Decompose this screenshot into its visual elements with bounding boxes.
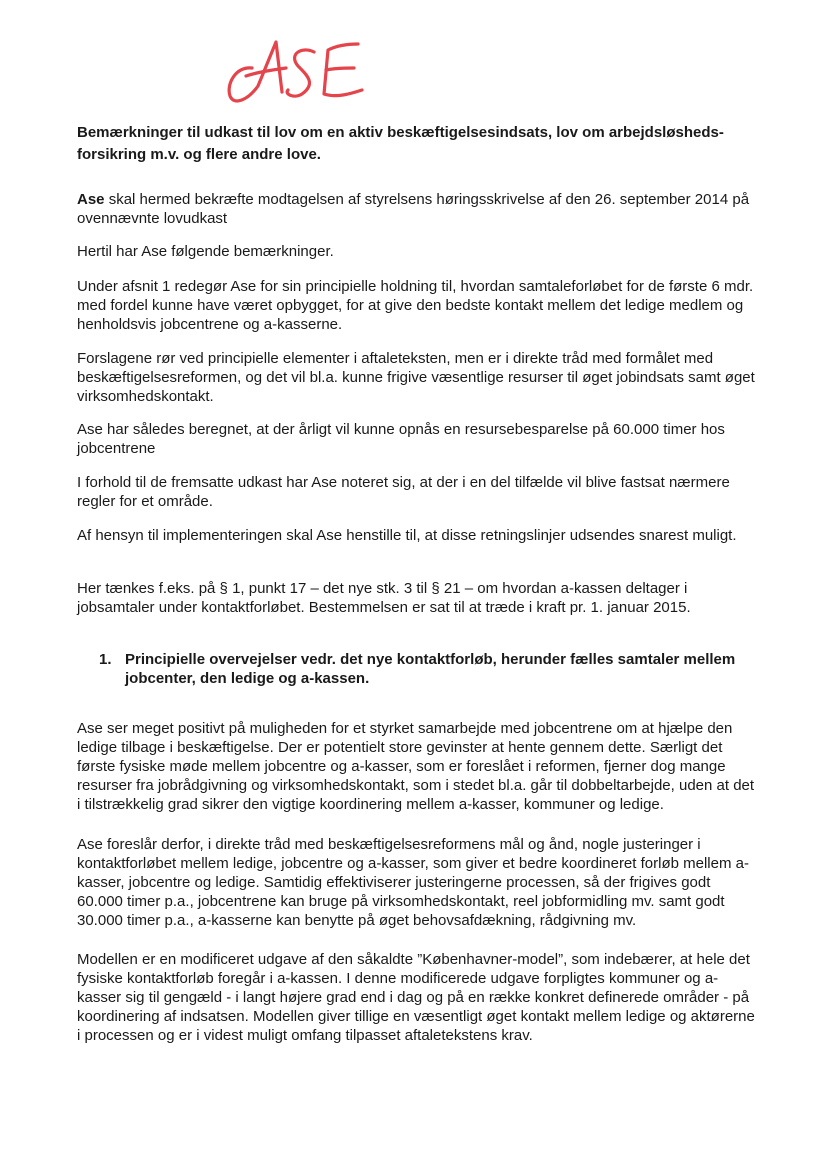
paragraph-4: Ase har således beregnet, at der årligt vil kunne opnås en resursebesparelse på 60.000 timer hos jobcentrene (77, 421, 725, 457)
section-paragraph-2: Ase foreslår derfor, i direkte tråd med beskæftigelsesreformens mål og ånd, nogle justeringer i kontaktforløbet mellem ledige, jobcentre og a-kasser, som giver et bedre koordineret forløb mellem a-kasser, jobcentre og ledige. Samtidig effektiviserer justeringerne processen, så der frigives godt 60.000 timer p.a., jobcentrene kan bruge på virksomhedskontakt, reel jobformidling mv. samt godt 30.000 timer p.a., a-kasserne kan benytte på øget behovsafdækning, rådgivning mv. (77, 836, 749, 929)
paragraph-1: Hertil har Ase følgende bemærkninger. (77, 243, 334, 260)
document-title: Bemærkninger til udkast til lov om en aktiv beskæftigelsesindsats, lov om arbejdsløsheds-forsikring m.v. og flere andre love. (77, 124, 724, 163)
intro-company-name: Ase (77, 191, 105, 208)
section-1-heading (99, 650, 739, 688)
section-1-title: Principielle overvejelser vedr. det nye kontaktforløb, herunder fælles samtaler mellem jobcenter, den ledige og a-kassen. (125, 651, 736, 687)
intro-paragraph (77, 190, 757, 228)
paragraph-7: Her tænkes f.eks. på § 1, punkt 17 – det nye stk. 3 til § 21 – om hvordan a-kassen deltager i jobsamtaler under kontaktforløbet. Bestemmelsen er sat til at træde i kraft pr. 1. januar 2015. (77, 580, 691, 616)
intro-text: skal hermed bekræfte modtagelsen af styrelsens høringsskrivelse af den 26. september 2014 på ovennævnte lovudkast (77, 191, 750, 227)
paragraph-3: Forslagene rør ved principielle elementer i aftaleteksten, men er i direkte tråd med formålet med beskæftigelsesreformen, og det vil bl.a. kunne frigive væsentlige resurser til øget jobindsats samt øget virksomhedskontakt. (77, 350, 755, 405)
section-paragraph-3: Modellen er en modificeret udgave af den såkaldte ”Københavner-model”, som indebærer, at hele det fysiske kontaktforløb foregår i a-kassen. I denne modificerede udgave forpligtes kommuner og a-kasser sig til gengæld - i langt højere grad end i dag og på en række konkret definerede områder - på koordinering af indsatsen. Modellen giver tillige en væsentligt øget kontakt mellem ledige og aktørerne i processen og er i videst muligt omfang tilpasset aftaletekstens krav. (77, 951, 755, 1044)
section-1-number: 1. (99, 651, 112, 668)
paragraph-6: Af hensyn til implementeringen skal Ase henstille til, at disse retningslinjer udsendes snarest muligt. (77, 527, 737, 544)
ase-logo (218, 28, 378, 110)
paragraph-5: I forhold til de fremsatte udkast har Ase noteret sig, at der i en del tilfælde vil blive fastsat nærmere regler for et område. (77, 474, 730, 510)
paragraph-2: Under afsnit 1 redegør Ase for sin principielle holdning til, hvordan samtaleforløbet for de første 6 mdr. med fordel kunne have været opbygget, for at give den bedste kontakt mellem det ledige medlem og henholdsvis jobcentrene og a-kasserne. (77, 278, 754, 333)
section-paragraph-1: Ase ser meget positivt på muligheden for et styrket samarbejde med jobcentrene om at hjælpe den ledige tilbage i beskæftigelse. Der er potentielt store gevinster at hente gennem dette. Særligt det første fysiske møde mellem jobcentre og a-kasser, som er foreslået i reformen, fjerner dog mange resurser fra jobrådgivning og virksomhedskontakt, som i stedet bl.a. går til dobbeltarbejde, uden at det i tilstrækkelig grad sikrer den vigtige koordinering mellem a-kasser, kommuner og ledige. (77, 720, 755, 813)
